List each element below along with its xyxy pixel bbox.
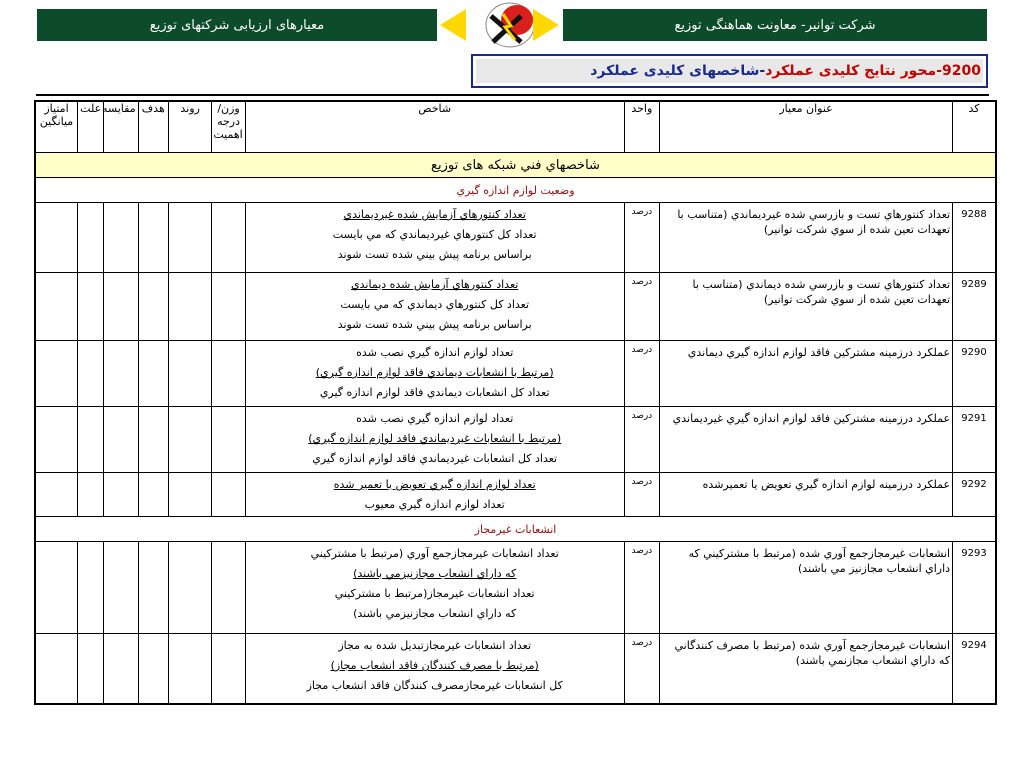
col-trend: روند (168, 101, 211, 153)
row-weight-cell[interactable] (212, 473, 245, 517)
row-compare-cell[interactable] (104, 273, 138, 341)
indicator-line: تعداد لوازم اندازه گيري نصب شده (356, 346, 514, 359)
row-cause-cell[interactable] (78, 634, 104, 704)
indicator-line: تعداد كل كنتورهاي ديماندي كه مي بايست (340, 298, 530, 311)
row-avg-cell[interactable] (35, 341, 78, 407)
row-trend-cell[interactable] (168, 203, 211, 273)
indicator-line: تعداد كل انشعابات ديماندي فاقد لوازم اندازه گيري (319, 386, 550, 399)
row-goal-cell[interactable] (138, 473, 168, 517)
col-title: عنوان معيار (660, 101, 953, 153)
col-indicator: شاخص (245, 101, 624, 153)
row-title: انشعابات غيرمجازجمع آوري شده (مرتبط با مشتركيني كه داراي انشعاب مجازنيز مي باشند) (660, 542, 953, 634)
row-code: 9292 (953, 473, 996, 517)
row-trend-cell[interactable] (168, 407, 211, 473)
indicator-line: تعداد لوازم اندازه گيري تعويض يا تعمير شده (333, 478, 536, 491)
row-indicator (245, 341, 624, 407)
row-code: 9293 (953, 542, 996, 634)
indicator-line: (مرتبط با انشعابات غيرديماندي فاقد لوازم اندازه گيري) (308, 432, 562, 445)
row-goal-cell[interactable] (138, 341, 168, 407)
row-avg-cell[interactable] (35, 473, 78, 517)
row-title: عملكرد درزمينه مشتركين فاقد لوازم اندازه گيري ديماندي (660, 341, 953, 407)
indicator-line: (مرتبط با مصرف كنندگان فاقد انشعاب مجاز) (330, 659, 539, 672)
row-unit: درصد (624, 542, 659, 634)
indicator-line: تعداد كنتورهاي آزمايش شده غيرديماندي (343, 208, 526, 221)
row-avg-cell[interactable] (35, 542, 78, 634)
row-code: 9289 (953, 273, 996, 341)
subgroup-title-row (35, 178, 996, 203)
row-weight-cell[interactable] (212, 407, 245, 473)
row-goal-cell[interactable] (138, 634, 168, 704)
row-indicator (245, 634, 624, 704)
row-code: 9291 (953, 407, 996, 473)
row-unit: درصد (624, 634, 659, 704)
section-title-box (471, 54, 988, 88)
subgroup-title-row (35, 517, 996, 542)
indicator-line: (مرتبط با انشعابات ديماندي فاقد لوازم اندازه گيري) (315, 366, 554, 379)
row-indicator (245, 273, 624, 341)
group-title-row (35, 153, 996, 178)
table-row (35, 273, 996, 341)
row-avg-cell[interactable] (35, 203, 78, 273)
header-left-title: معیارهای ارزیابی شرکتهای توزیع (149, 17, 325, 33)
section-blue-part: شاخصهای كليدی عملكرد (590, 63, 760, 79)
divider (36, 94, 989, 96)
col-compare: مقايسه (104, 101, 138, 153)
row-code: 9290 (953, 341, 996, 407)
row-trend-cell[interactable] (168, 473, 211, 517)
row-cause-cell[interactable] (78, 407, 104, 473)
row-cause-cell[interactable] (78, 273, 104, 341)
row-cause-cell[interactable] (78, 341, 104, 407)
table-row (35, 634, 996, 704)
section-red-part: محور نتايج كليدی عملكرد (765, 63, 937, 79)
row-trend-cell[interactable] (168, 341, 211, 407)
indicator-line: كه داراي انشعاب مجازنيزمي باشند) (353, 567, 517, 580)
row-code: 9294 (953, 634, 996, 704)
indicator-line: تعداد كل كنتورهاي غيرديماندي كه مي بايست (332, 228, 537, 241)
row-avg-cell[interactable] (35, 273, 78, 341)
indicator-line: تعداد لوازم اندازه گيري نصب شده (356, 412, 514, 425)
indicator-line: تعداد انشعابات غيرمجازتبديل شده به مجاز (338, 639, 532, 652)
row-compare-cell[interactable] (104, 341, 138, 407)
indicator-line: تعداد انشعابات غيرمجازجمع آوري (مرتبط با مشتركيني (310, 547, 559, 560)
row-compare-cell[interactable] (104, 542, 138, 634)
row-trend-cell[interactable] (168, 273, 211, 341)
row-title: عملكرد درزمينه لوازم اندازه گيري تعويض يا تعميرشده (660, 473, 953, 517)
indicator-line: تعداد كنتورهاي آزمايش شده ديماندي (351, 278, 519, 291)
row-compare-cell[interactable] (104, 473, 138, 517)
section-title (476, 59, 983, 83)
col-avg: امتياز ميانگين (35, 101, 78, 153)
row-title: تعداد كنتورهاي تست و بازرسي شده غيرديماندي (متناسب با تعهدات تعين شده از سوي شركت توانير) (660, 203, 953, 273)
row-trend-cell[interactable] (168, 634, 211, 704)
indicator-line: تعداد كل انشعابات غيرديماندي فاقد لوازم اندازه گيري (312, 452, 558, 465)
row-code: 9288 (953, 203, 996, 273)
indicator-line: تعداد انشعابات غيرمجاز(مرتبط با مشتركيني (334, 587, 535, 600)
indicator-line: كل انشعابات غيرمجازمصرف كنندگان فاقد انشعاب مجاز (306, 679, 563, 692)
row-cause-cell[interactable] (78, 203, 104, 273)
row-indicator (245, 407, 624, 473)
row-cause-cell[interactable] (78, 542, 104, 634)
table-row (35, 203, 996, 273)
row-title: عملكرد درزمينه مشتركين فاقد لوازم اندازه گيري غيرديماندي (660, 407, 953, 473)
table-header-row (35, 101, 996, 153)
col-weight: وزن/ درجه اهميت (212, 101, 245, 153)
row-unit: درصد (624, 341, 659, 407)
row-weight-cell[interactable] (212, 273, 245, 341)
row-weight-cell[interactable] (212, 542, 245, 634)
row-title: انشعابات غيرمجازجمع آوري شده (مرتبط با مصرف كنندگاني كه داراي انشعاب مجازنمي باشند) (660, 634, 953, 704)
next-arrow-icon[interactable] (533, 9, 559, 41)
row-indicator (245, 542, 624, 634)
indicator-line: تعداد لوازم اندازه گيري معيوب (364, 498, 505, 511)
row-unit: درصد (624, 473, 659, 517)
row-trend-cell[interactable] (168, 542, 211, 634)
section-sep: - (759, 63, 766, 79)
section-number: 9200- (936, 63, 981, 79)
row-weight-cell[interactable] (212, 341, 245, 407)
row-avg-cell[interactable] (35, 407, 78, 473)
row-cause-cell[interactable] (78, 473, 104, 517)
header-right-title: شرکت توانیر- معاونت هماهنگی توزیع (674, 17, 876, 33)
indicator-line: كه داراي انشعاب مجازنيزمي باشند) (353, 607, 517, 620)
header-right-bar (563, 9, 987, 41)
row-goal-cell[interactable] (138, 203, 168, 273)
row-weight-cell[interactable] (212, 203, 245, 273)
row-weight-cell[interactable] (212, 634, 245, 704)
row-title: تعداد كنتورهاي تست و بازرسي شده ديماندي (متناسب با تعهدات تعين شده از سوي شركت توانير) (660, 273, 953, 341)
col-unit: واحد (624, 101, 659, 153)
row-goal-cell[interactable] (138, 542, 168, 634)
row-unit: درصد (624, 273, 659, 341)
col-goal: هدف (138, 101, 168, 153)
subgroup-title: وضعيت لوازم اندازه گيري (35, 178, 996, 203)
table-row (35, 542, 996, 634)
indicator-line: براساس برنامه پيش بيني شده تست شوند (337, 318, 532, 331)
row-indicator (245, 203, 624, 273)
table-row (35, 473, 996, 517)
criteria-table (34, 100, 997, 705)
indicator-line: براساس برنامه پيش بيني شده تست شوند (337, 248, 532, 261)
table-row (35, 341, 996, 407)
row-compare-cell[interactable] (104, 203, 138, 273)
prev-arrow-icon[interactable] (440, 9, 466, 41)
row-avg-cell[interactable] (35, 634, 78, 704)
row-unit: درصد (624, 407, 659, 473)
row-unit: درصد (624, 203, 659, 273)
row-goal-cell[interactable] (138, 273, 168, 341)
row-indicator (245, 473, 624, 517)
header-left-bar (37, 9, 437, 41)
table-row (35, 407, 996, 473)
col-code: كد (953, 101, 996, 153)
row-compare-cell[interactable] (104, 634, 138, 704)
group-title: شاخصهاي فني شبكه های توزيع (35, 153, 996, 178)
row-compare-cell[interactable] (104, 407, 138, 473)
row-goal-cell[interactable] (138, 407, 168, 473)
col-cause: علت (78, 101, 104, 153)
subgroup-title: انشعابات غيرمجاز (35, 517, 996, 542)
